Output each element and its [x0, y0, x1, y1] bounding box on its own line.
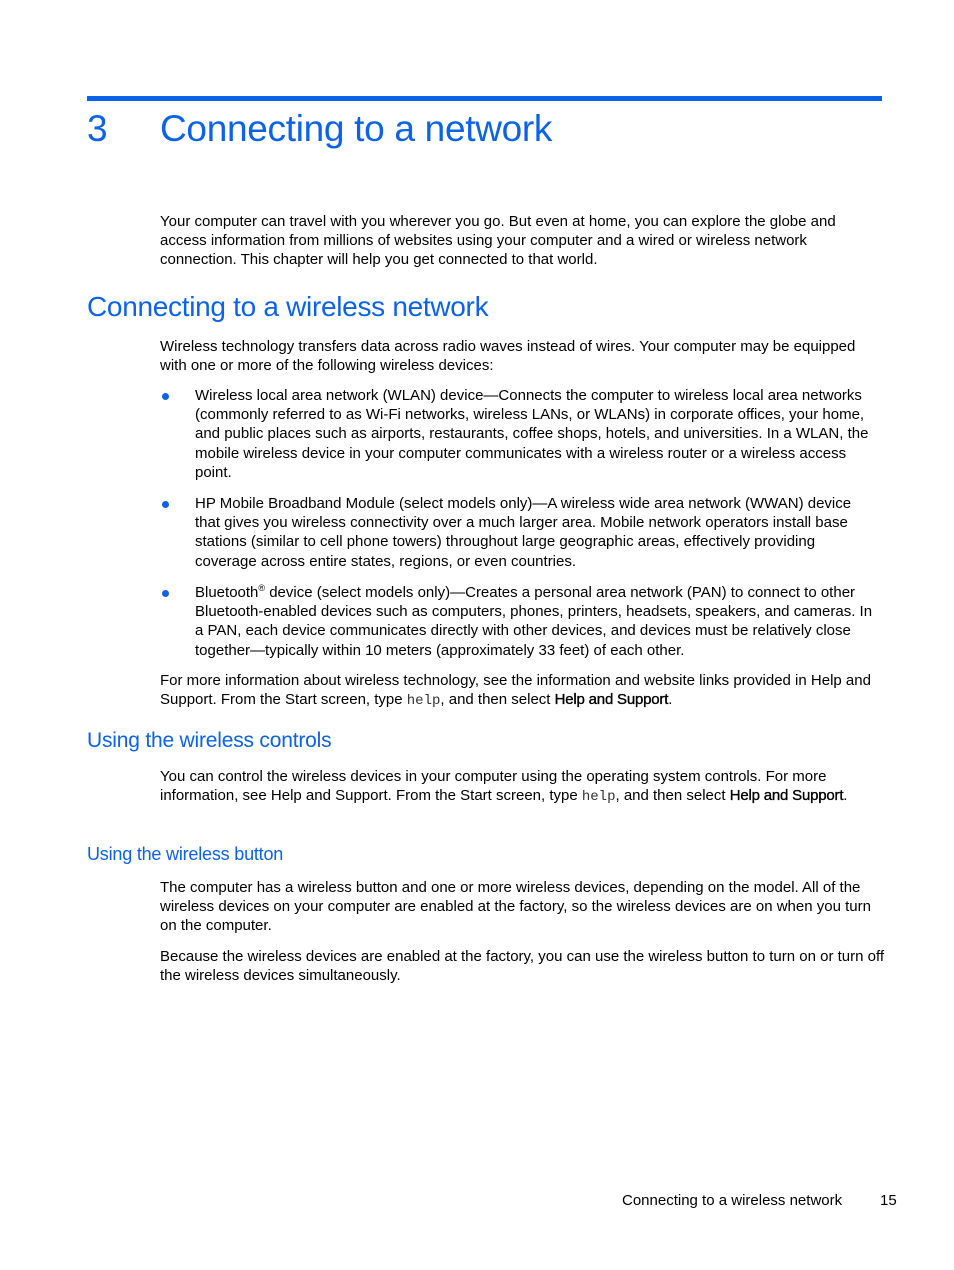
wireless-controls-text [160, 767, 885, 807]
bullet-icon [162, 393, 169, 400]
bluetooth-word: Bluetooth [195, 584, 259, 601]
list-item-text: Wireless local area network (WLAN) device—Connects the computer to wireless local area networks (commonly referred to as Wi-Fi networks, wireless LANs, or WLANs) in corporate offices, your home, and public places such as airports, restaurants, coffee shops, hotels, and universities. In a WLAN, the mobile wireless device in your computer communicates with a wireless router or a wireless access point. [195, 387, 869, 481]
more-info-before: For more information about wireless technology, see the information and website links provided in Help and Support. From the Start screen, type [160, 672, 871, 709]
list-item-text: HP Mobile Broadband Module (select models only)—A wireless wide area network (WWAN) device that gives you wireless connectivity over a much larger area. Mobile network operators install base stations (similar to cell phone towers) throughout large geographic areas, effectively providing coverage across entire states, regions, or even countries. [195, 495, 852, 570]
more-info-middle: , and then select [440, 691, 555, 709]
heading-wireless-controls: Using the wireless controls [87, 729, 332, 752]
button-paragraph-2: Because the wireless devices are enabled at the factory, you can use the wireless button to turn on or turn off the wireless devices simultaneously. [160, 948, 885, 985]
list-item-text [195, 583, 880, 660]
wireless-button-para2 [160, 947, 885, 985]
chapter-intro-text: Your computer can travel with you wherever you go. But even at home, you can explore the globe and access information from millions of websites using your computer and a wired or wireless network connection. This chapter will help you get connected to that world. [160, 213, 836, 269]
chapter-title [87, 106, 552, 152]
wireless-intro [160, 337, 885, 375]
chapter-title-text: Connecting to a network [160, 108, 553, 149]
controls-after: . [843, 787, 848, 805]
bullet-icon [162, 590, 169, 597]
help-and-support-label: Help and Support [554, 691, 669, 709]
bullet-icon [162, 501, 169, 508]
help-command: help [406, 693, 441, 710]
footer-section-title: Connecting to a wireless network [622, 1192, 843, 1209]
controls-paragraph [160, 767, 885, 807]
chapter-intro [160, 212, 885, 270]
bluetooth-description: device (select models only)—Creates a personal area network (PAN) to connect to other Bluetooth-enabled devices such as computers, phones, printers, headsets, speakers, and cameras. In a PAN, each device communicates directly with other devices, and devices must be relatively close together—typically within 10 meters (approximately 33 feet) of each other. [195, 584, 873, 659]
registered-mark: ® [258, 583, 266, 593]
wireless-more-info [160, 671, 885, 711]
controls-middle: , and then select [615, 787, 730, 805]
heading-wireless-network: Connecting to a wireless network [87, 291, 489, 322]
controls-before: You can control the wireless devices in your computer using the operating system controls. For more information, see Help and Support. From the Start screen, type [160, 768, 827, 805]
button-paragraph-1: The computer has a wireless button and one or more wireless devices, depending on the model. All of the wireless devices on your computer are enabled at the factory, so the wireless devices are on when you turn on the computer. [160, 879, 871, 935]
more-info-text [160, 671, 885, 711]
heading-wireless-button: Using the wireless button [87, 844, 284, 864]
page-number: 15 [880, 1192, 897, 1209]
chapter-rule [87, 96, 882, 101]
page-footer [622, 1191, 898, 1210]
more-info-after: . [668, 691, 673, 709]
chapter-number: 3 [87, 108, 108, 149]
help-and-support-label: Help and Support [729, 787, 844, 805]
wireless-intro-text: Wireless technology transfers data across radio waves instead of wires. Your computer may be equipped with one or more of the following wireless devices: [160, 338, 856, 375]
wireless-button-para1 [160, 878, 885, 936]
help-command: help [581, 789, 616, 806]
